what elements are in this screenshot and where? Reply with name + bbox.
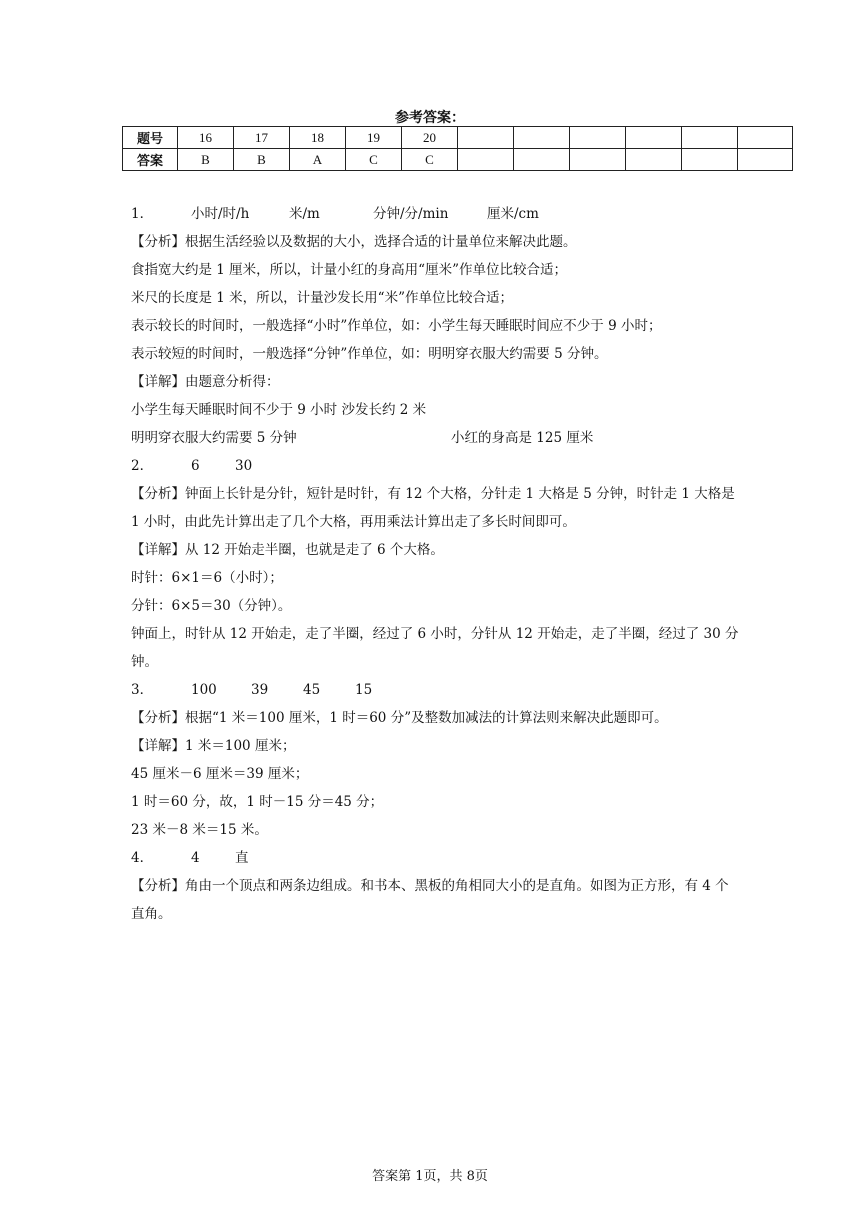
table-cell bbox=[458, 127, 514, 149]
q1-line-3: 表示较长的时间时，一般选择“小时”作单位，如：小学生每天睡眠时间应不少于 9 小时； bbox=[131, 318, 662, 334]
q1-detail-2a: 明明穿衣服大约需要 5 分钟 bbox=[131, 430, 297, 446]
page-title: 参考答案： bbox=[395, 110, 465, 126]
q3-detail: 【详解】1 米＝100 厘米； bbox=[131, 738, 296, 754]
table-row-answers bbox=[123, 149, 793, 171]
q1-number: 1． bbox=[131, 206, 154, 222]
table-cell bbox=[458, 149, 514, 171]
q3-answer-1: 100 bbox=[191, 682, 217, 698]
q2-line-3: 钟面上，时针从 12 开始走，走了半圈，经过了 6 小时，分针从 12 开始走，走了半圈，经过了 30 分钟。 bbox=[131, 626, 739, 670]
q3-line-2: 1 时＝60 分，故，1 时－15 分＝45 分； bbox=[131, 794, 384, 810]
q1-answer-line bbox=[131, 200, 741, 228]
table-cell bbox=[738, 149, 793, 171]
q4-answer-1: 4 bbox=[191, 850, 200, 866]
q1-line-1: 食指宽大约是 1 厘米，所以，计量小红的身高用“厘米”作单位比较合适； bbox=[131, 262, 567, 278]
q1-answer-4: 厘米/cm bbox=[487, 206, 539, 222]
q2-analysis: 【分析】钟面上长针是分针，短针是时针，有 12 个大格，分针走 1 大格是 5 分钟，时针走 1 大格是 1 小时，由此先计算出走了几个大格，再用乘法计算出走了多长时间即可。 bbox=[131, 486, 735, 530]
q2-number: 2． bbox=[131, 458, 154, 474]
table-cell: 16 bbox=[178, 127, 234, 149]
q4-answer-2: 直 bbox=[235, 850, 249, 866]
q3-analysis: 【分析】根据“1 米＝100 厘米，1 时＝60 分”及整数加减法的计算法则来解决此题即可。 bbox=[131, 710, 668, 726]
q2-answer-1: 6 bbox=[191, 458, 200, 474]
q1-analysis: 【分析】根据生活经验以及数据的大小，选择合适的计量单位来解决此题。 bbox=[131, 234, 577, 250]
table-cell bbox=[514, 127, 570, 149]
row-label-number: 题号 bbox=[123, 127, 178, 149]
q1-line-2: 米尺的长度是 1 米，所以，计量沙发长用“米”作单位比较合适； bbox=[131, 290, 513, 306]
table-row-numbers bbox=[123, 127, 793, 149]
table-cell: B bbox=[234, 149, 290, 171]
q2-line-1: 时针：6×1＝6（小时）； bbox=[131, 570, 283, 586]
table-cell: C bbox=[346, 149, 402, 171]
table-cell bbox=[514, 149, 570, 171]
q2-detail: 【详解】从 12 开始走半圈，也就是走了 6 个大格。 bbox=[131, 542, 444, 558]
q3-line-3: 23 米－8 米＝15 米。 bbox=[131, 822, 268, 838]
table-cell bbox=[570, 127, 626, 149]
table-cell: A bbox=[290, 149, 346, 171]
q3-answer-line bbox=[131, 676, 741, 704]
q1-answer-3: 分钟/分/min bbox=[373, 206, 449, 222]
q2-answer-2: 30 bbox=[235, 458, 253, 474]
q1-detail: 【详解】由题意分析得： bbox=[131, 374, 280, 390]
table-cell: 20 bbox=[402, 127, 458, 149]
q1-line-4: 表示较短的时间时，一般选择“分钟”作单位，如：明明穿衣服大约需要 5 分钟。 bbox=[131, 346, 608, 362]
q4-analysis: 【分析】角由一个顶点和两条边组成。和书本、黑板的角相同大小的是直角。如图为正方形，有 4 个直角。 bbox=[131, 878, 729, 922]
table-cell: 18 bbox=[290, 127, 346, 149]
q3-answer-3: 45 bbox=[303, 682, 321, 698]
page-footer: 答案第 1页，共 8页 bbox=[372, 1169, 488, 1184]
q3-answer-2: 39 bbox=[251, 682, 269, 698]
q1-answer-1: 小时/时/h bbox=[191, 206, 250, 222]
row-label-answer: 答案 bbox=[123, 149, 178, 171]
answer-explanations bbox=[131, 200, 741, 928]
table-cell bbox=[626, 127, 682, 149]
table-cell: C bbox=[402, 149, 458, 171]
table-cell: B bbox=[178, 149, 234, 171]
q3-line-1: 45 厘米－6 厘米＝39 厘米； bbox=[131, 766, 309, 782]
q1-answer-2: 米/m bbox=[289, 206, 320, 222]
q3-number: 3． bbox=[131, 682, 154, 698]
q1-detail-2b: 小红的身高是 125 厘米 bbox=[451, 430, 594, 446]
answer-table bbox=[122, 126, 793, 171]
q1-detail-line-2 bbox=[131, 424, 741, 452]
table-cell bbox=[570, 149, 626, 171]
table-cell bbox=[682, 127, 738, 149]
q2-answer-line bbox=[131, 452, 741, 480]
table-cell bbox=[738, 127, 793, 149]
table-cell bbox=[626, 149, 682, 171]
table-cell bbox=[682, 149, 738, 171]
table-cell: 17 bbox=[234, 127, 290, 149]
q3-answer-4: 15 bbox=[355, 682, 373, 698]
q4-number: 4． bbox=[131, 850, 154, 866]
q1-detail-line-1: 小学生每天睡眠时间不少于 9 小时 沙发长约 2 米 bbox=[131, 402, 427, 418]
q2-line-2: 分针：6×5＝30（分钟）。 bbox=[131, 598, 292, 614]
table-cell: 19 bbox=[346, 127, 402, 149]
q4-answer-line bbox=[131, 844, 741, 872]
